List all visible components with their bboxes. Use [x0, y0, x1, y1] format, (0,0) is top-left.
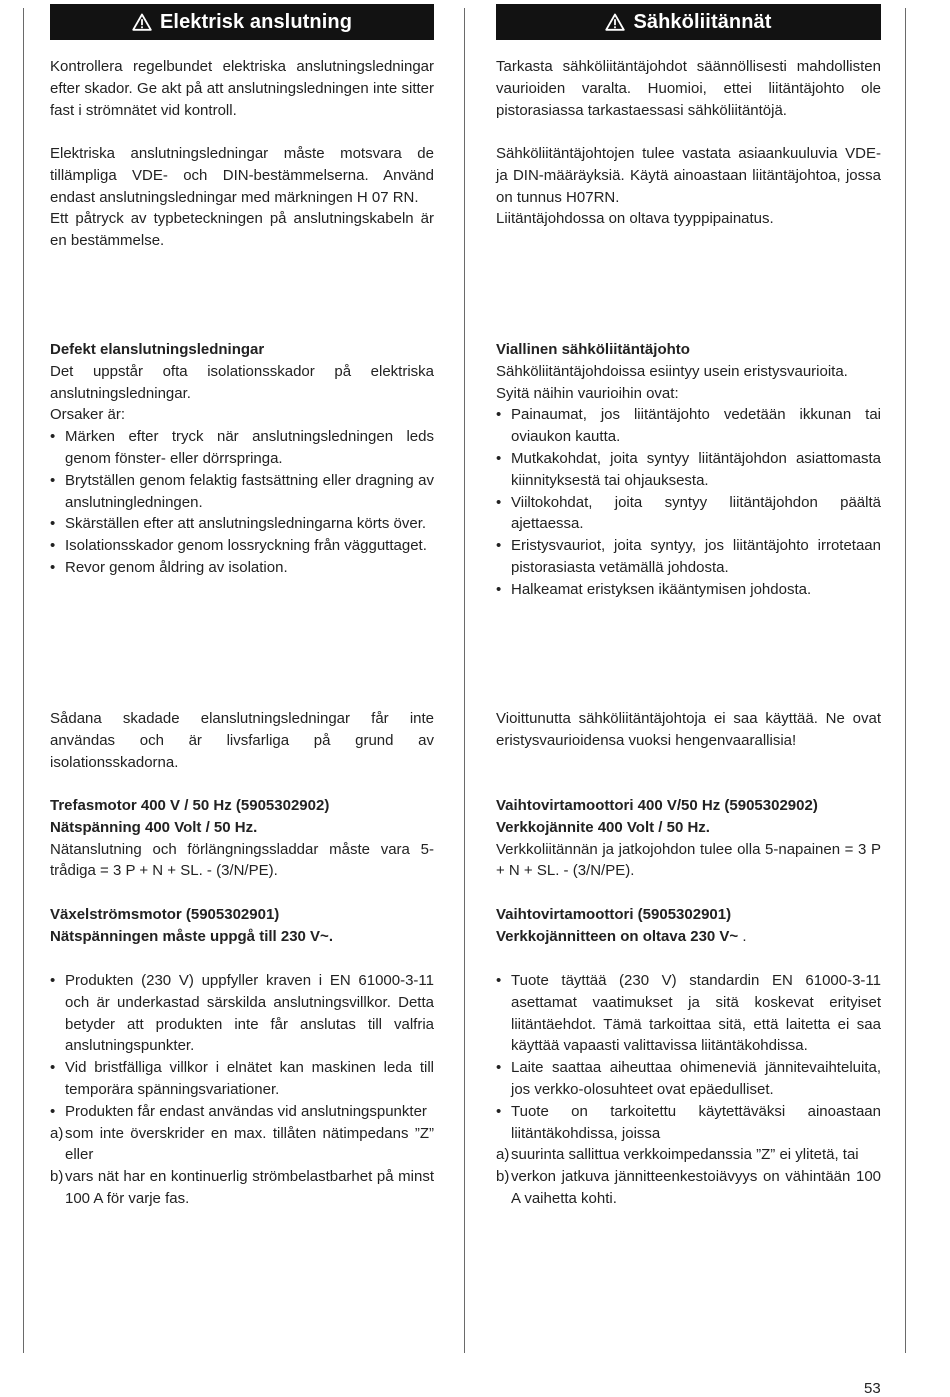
ac-voltage: Nätspänningen måste uppgå till 230 V~.	[50, 927, 333, 945]
ac-motor-section	[496, 904, 881, 948]
defect-heading: Defekt elanslutningsledningar	[50, 341, 265, 358]
ac-heading: Vaihtovirtamoottori (5905302901)	[496, 906, 732, 923]
list-item: • Vid bristfälliga villkor i elnätet kan maskinen leda till temporära spänningsvariationer.	[50, 1057, 434, 1101]
list-item: • Halkeamat eristyksen ikääntymisen johdosta.	[496, 579, 881, 601]
defect-intro: Det uppstår ofta isolationsskador på elektriska anslutningsledningar.	[50, 362, 434, 402]
warning-triangle-icon	[132, 13, 152, 31]
list-item: b) verkon jatkuva jännitteenkestoiävyys on vähintään 100 A vaihetta kohti.	[496, 1168, 881, 1207]
list-item: a) som inte överskrider en max. tillåten nätimpedans ”Z” eller	[50, 1124, 434, 1164]
ac-conditions-list	[50, 1123, 434, 1210]
list-item: • Laite saattaa aiheuttaa ohimeneviä jännitevaihteluita, jos verkko-olosuhteet ovat epäedulliset.	[496, 1057, 881, 1101]
three-phase-text: Nätanslutning och förlängningssladdar måste vara 5-trådiga = 3 P + N + SL. - (3/N/PE).	[50, 840, 434, 880]
warning-triangle-icon	[605, 13, 625, 31]
section-header-finnish	[496, 4, 881, 40]
intro-paragraph: Kontrollera regelbundet elektriska anslutningsledningar efter skador. Ge akt på att anslutningsledningen inte sitter fast i strömnätet vid kontroll.	[50, 58, 434, 119]
causes-list	[50, 426, 434, 579]
three-phase-text: Verkkoliitännän ja jatkojohdon tulee olla 5-napainen = 3 P + N + SL. - (3/N/PE).	[496, 840, 881, 880]
right-margin-rule	[905, 8, 906, 1353]
section-title: Sähköliitännät	[633, 10, 772, 33]
list-item: • Märken efter tryck när anslutningsledningen leds genom fönster- eller dörrspringa.	[50, 426, 434, 470]
defect-section	[496, 339, 881, 601]
section-header-swedish	[50, 4, 434, 40]
three-phase-voltage: Nätspänning 400 Volt / 50 Hz.	[50, 818, 258, 836]
three-phase-heading: Vaihtovirtamoottori 400 V/50 Hz (5905302902)	[496, 797, 818, 814]
ac-conditions-list	[496, 1144, 881, 1209]
list-item: b) vars nät har en kontinuerlig strömbelastbarhet på minst 100 A för varje fas.	[50, 1168, 434, 1207]
ac-heading: Växelströmsmotor (5905302901)	[50, 906, 280, 923]
list-item: • Isolationsskador genom lossryckning från vägguttaget.	[50, 535, 434, 557]
standards-paragraph: Sähköliitäntäjohtojen tulee vastata asiaankuuluvia VDE- ja DIN-määräyksiä. Käytä ainoastaan liitäntäjohtoa, jossa on tunnus H07RN. Liitäntäjohdossa on oltava tyyppipainatus.	[496, 145, 881, 228]
causes-label: Orsaker är:	[50, 406, 126, 424]
intro-paragraph: Tarkasta sähköliitäntäjohdot säännöllisesti mahdollisten vaurioiden varalta. Huomioi, ettei liitäntäjohto ole pistorasiassa tarkastaessasi sähköliitäntöjä.	[496, 58, 881, 119]
ac-voltage: Verkkojännitteen on oltava 230 V~ .	[496, 927, 747, 945]
center-column-rule	[464, 8, 465, 1353]
three-phase-voltage: Verkkojännite 400 Volt / 50 Hz.	[496, 818, 710, 836]
list-item: • Mutkakohdat, joita syntyy liitäntäjohdon asiattomasta kiinnityksestä tai ohjauksesta.	[496, 448, 881, 492]
page-number: 53	[864, 1380, 881, 1397]
list-item: • Brytställen genom felaktig fastsättning eller dragning av anslutningledningen.	[50, 470, 434, 514]
left-margin-rule	[23, 8, 24, 1353]
standards-paragraph: Elektriska anslutningsledningar måste motsvara de tillämpliga VDE- och DIN-bestämmelserna. Använd endast anslutningsledningar med märkningen H 07 RN. Ett påtryck av typbeteckningen på anslutningskabeln är en bestämmelse.	[50, 145, 434, 250]
finnish-column	[496, 4, 881, 1207]
list-item: • Produkten får endast användas vid anslutningspunkter	[50, 1101, 434, 1123]
three-phase-heading: Trefasmotor 400 V / 50 Hz (5905302902)	[50, 797, 330, 814]
defect-section	[50, 339, 434, 579]
ac-conditions-section	[496, 970, 881, 1210]
section-title: Elektrisk anslutning	[159, 10, 353, 33]
swedish-column	[50, 4, 434, 1207]
causes-list	[496, 404, 881, 600]
defect-intro: Sähköliitäntäjohdoissa esiintyy usein eristysvaurioita.	[496, 362, 848, 380]
ac-bullet-list	[496, 970, 881, 1144]
list-item: • Eristysvauriot, joita syntyy, jos liitäntäjohto irrotetaan pistorasiasta vetämällä johdosta.	[496, 535, 881, 579]
three-phase-section	[496, 795, 881, 882]
list-item: • Tuote täyttää (230 V) standardin EN 61000-3-11 asettamat vaatimukset ja sitä koskevat erityiset liitäntäehdot. Tämä tarkoittaa sitä, että laitetta ei saa käyttää vapaasti valittavissa liitäntäkohdissa.	[496, 970, 881, 1057]
three-phase-section	[50, 795, 434, 882]
list-item: a) suurinta sallittua verkkoimpedanssia ”Z” ei ylitetä, tai	[496, 1146, 859, 1164]
list-item: • Tuote on tarkoitettu käytettäväksi ainoastaan liitäntäkohdissa, joissa	[496, 1101, 881, 1145]
ac-bullet-list	[50, 970, 434, 1123]
defect-heading: Viallinen sähköliitäntäjohto	[496, 341, 690, 358]
damaged-warning-paragraph: Sådana skadade elanslutningsledningar får inte användas och är livsfarliga på grund av isolationsskadorna.	[50, 710, 434, 771]
list-item: • Viiltokohdat, joita syntyy liitäntäjohdon päältä ajettaessa.	[496, 492, 881, 536]
list-item: • Skärställen efter att anslutningsledningarna körts över.	[50, 513, 434, 535]
list-item: • Painaumat, jos liitäntäjohto vedetään ikkunan tai oviaukon kautta.	[496, 404, 881, 448]
list-item: • Produkten (230 V) uppfyller kraven i EN 61000-3-11 och är underkastad särskilda anslutningsvillkor. Detta betyder att produkten inte får anslutas till valfria anslutningspunkter.	[50, 970, 434, 1057]
ac-motor-section	[50, 904, 434, 948]
ac-conditions-section	[50, 970, 434, 1210]
damaged-warning-paragraph: Vioittunutta sähköliitäntäjohtoja ei saa käyttää. Ne ovat eristysvaurioidensa vuoksi hengenvaarallisia!	[496, 710, 881, 749]
list-item: • Revor genom åldring av isolation.	[50, 557, 434, 579]
causes-label: Syitä näihin vaurioihin ovat:	[496, 384, 679, 402]
